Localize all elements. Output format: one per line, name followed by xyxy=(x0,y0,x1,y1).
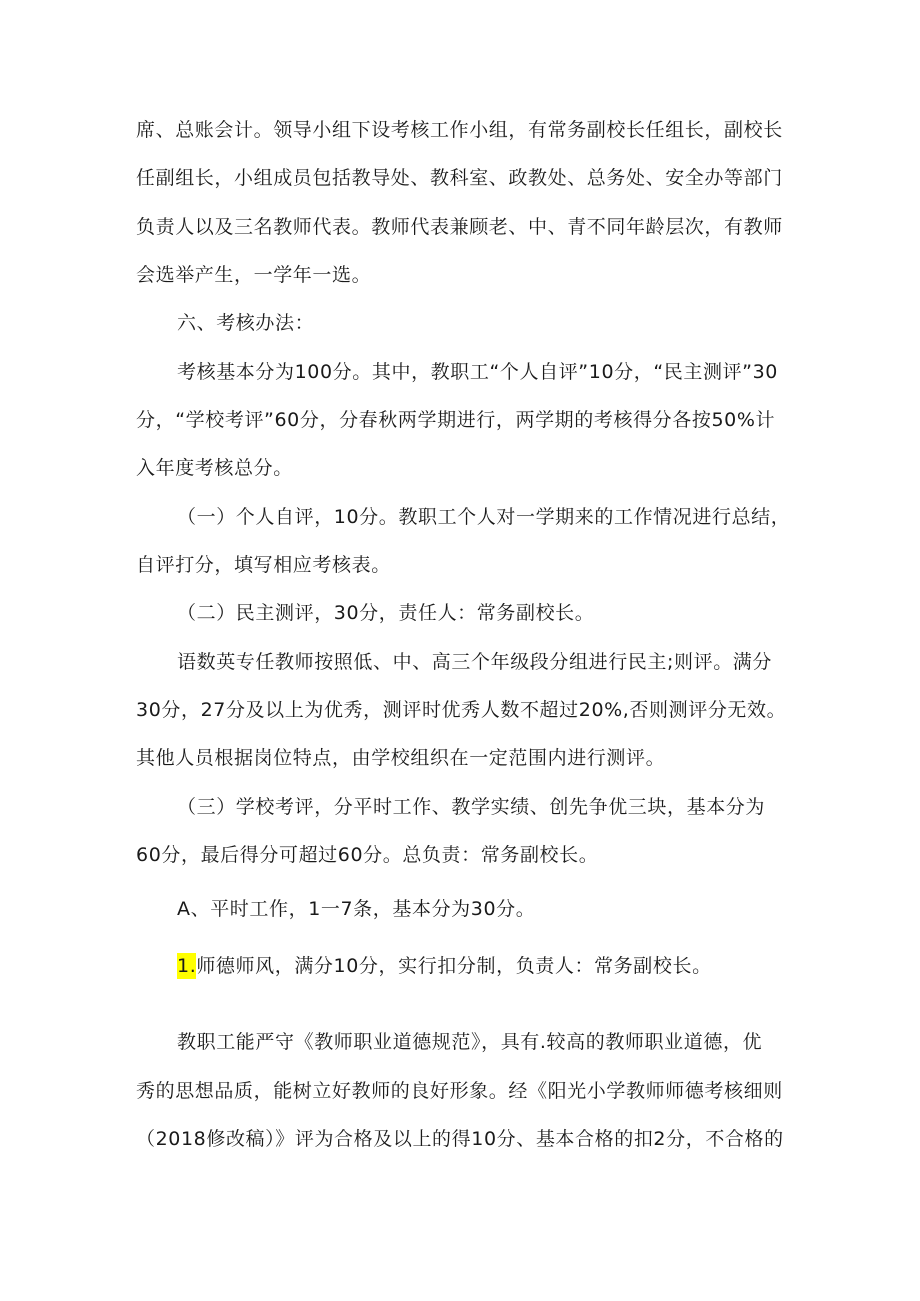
paragraph-line: 任副组长，小组成员包括教导处、教科室、政教处、总务处、安全办等部门 xyxy=(136,167,783,189)
paragraph-line: （三）学校考评，分平时工作、教学实绩、创先争优三块，基本分为 xyxy=(177,796,766,818)
paragraph-line: 秀的思想品质，能树立好教师的良好形象。经《阳光小学教师师德考核细则 xyxy=(136,1080,783,1102)
paragraph-line: 自评打分，填写相应考核表。 xyxy=(136,554,391,576)
paragraph-line: 教职工能严守《教师职业道德规范》，具有.较高的教师职业道德，优 xyxy=(177,1031,763,1053)
paragraph-line: 60分，最后得分可超过60分。总负责：常务副校长。 xyxy=(136,844,599,866)
numbered-item: 1.师德师风，满分10分，实行扣分制，负责人：常务副校长。 xyxy=(177,955,712,977)
paragraph-line: 30分，27分及以上为优秀，测评时优秀人数不超过20%,否则测评分无效。 xyxy=(136,699,787,721)
paragraph-line: 会选举产生，一学年一选。 xyxy=(136,264,372,286)
paragraph-line: 入年度考核总分。 xyxy=(136,457,293,479)
subsection-heading: （二）民主测评，30分，责任人：常务副校长。 xyxy=(177,602,595,624)
item-number-highlight: 1. xyxy=(177,955,197,977)
paragraph-line: 语数英专任教师按照低、中、高三个年级段分组进行民主;则评。满分 xyxy=(177,651,773,673)
paragraph-line: （2018修改稿）》评为合格及以上的得10分、基本合格的扣2分，不合格的 xyxy=(136,1128,784,1150)
paragraph-line: 席、总账会计。领导小组下设考核工作小组，有常务副校长任组长，副校长 xyxy=(136,119,783,141)
paragraph-line: 分，“学校考评”60分，分春秋两学期进行，两学期的考核得分各按50%计 xyxy=(136,409,776,431)
subsection-heading: A、平时工作，1一7条，基本分为30分。 xyxy=(177,898,536,920)
paragraph-line: 负责人以及三名教师代表。教师代表兼顾老、中、青不同年龄层次，有教师 xyxy=(136,216,783,238)
paragraph-line: （一）个人自评，10分。教职工个人对一学期来的工作情况进行总结， xyxy=(177,506,791,528)
paragraph-line: 考核基本分为100分。其中，教职工“个人自评”10分，“民主测评”30 xyxy=(177,361,778,383)
section-heading: 六、考核办法： xyxy=(177,312,315,334)
paragraph-line: 其他人员根据岗位特点，由学校组织在一定范围内进行测评。 xyxy=(136,747,666,769)
